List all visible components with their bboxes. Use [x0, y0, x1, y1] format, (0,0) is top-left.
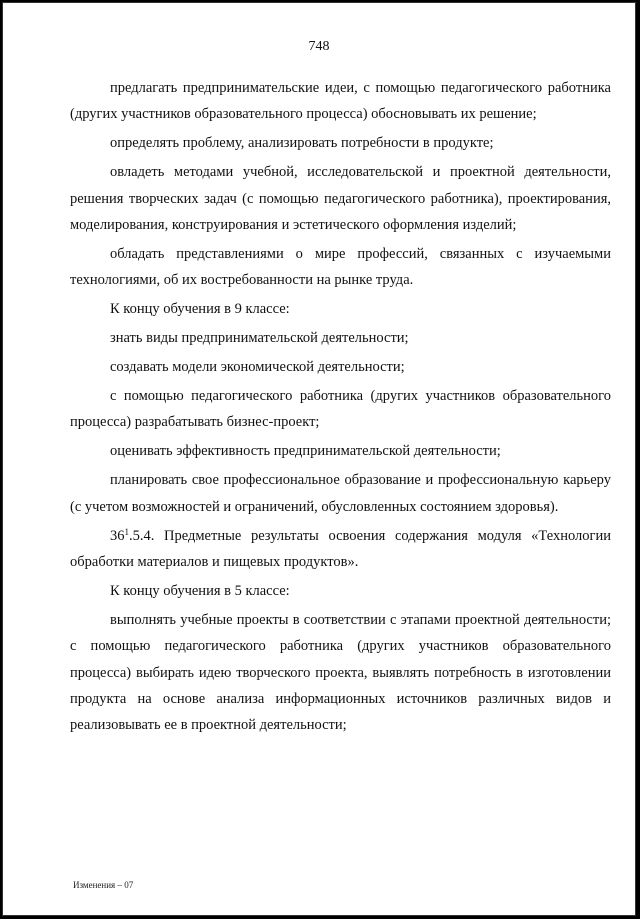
- document-page: [2, 2, 636, 916]
- section-number-superscript: 1: [124, 526, 129, 537]
- footer-note: Изменения – 07: [73, 880, 134, 890]
- paragraph: с помощью педагогического работника (других участников образовательного процесса) разрабатывать бизнес-проект;: [70, 387, 611, 431]
- paragraph: обладать представлениями о мире профессий, связанных с изучаемыми технологиями, об их востребованности на рынке труда.: [70, 245, 611, 289]
- paragraph: К концу обучения в 9 классе:: [110, 301, 290, 318]
- paragraph: предлагать предпринимательские идеи, с помощью педагогического работника (других участников образовательного процесса) обосновывать их решение;: [70, 80, 611, 123]
- paragraph: оценивать эффективность предпринимательской деятельности;: [110, 443, 501, 460]
- paragraph: планировать свое профессиональное образование и профессиональную карьеру (с учетом возможностей и ограничений, обусловленных состоянием здоровья).: [70, 472, 611, 515]
- paragraph: определять проблему, анализировать потребности в продукте;: [110, 135, 494, 152]
- section-title: Предметные результаты освоения содержания модуля «Технологии обработки материалов и пищевых продуктов».: [70, 527, 611, 570]
- document-body: [70, 75, 611, 739]
- section-number-rest: .5.4.: [129, 527, 155, 544]
- paragraph: знать виды предпринимательской деятельности;: [110, 330, 409, 347]
- paragraph: овладеть методами учебной, исследовательской и проектной деятельности, решения творческих задач (с помощью педагогического работника), проектирования, моделирования, конструирования и эстетического оформления изделий;: [70, 164, 611, 234]
- page-number: 748: [308, 39, 330, 54]
- section-number: 36: [110, 527, 125, 544]
- paragraph: К концу обучения в 5 классе:: [110, 582, 290, 599]
- paragraph: выполнять учебные проекты в соответствии с этапами проектной деятельности; с помощью педагогического работника (других участников образовательного процесса) выбирать идею творческого проекта, выявлять потребность в изготовлении продукта на основе анализа информационных источников различных видов и реализовывать ее в проектной деятельности;: [70, 611, 611, 734]
- section-heading: [70, 523, 611, 576]
- paragraph: создавать модели экономической деятельности;: [110, 359, 405, 376]
